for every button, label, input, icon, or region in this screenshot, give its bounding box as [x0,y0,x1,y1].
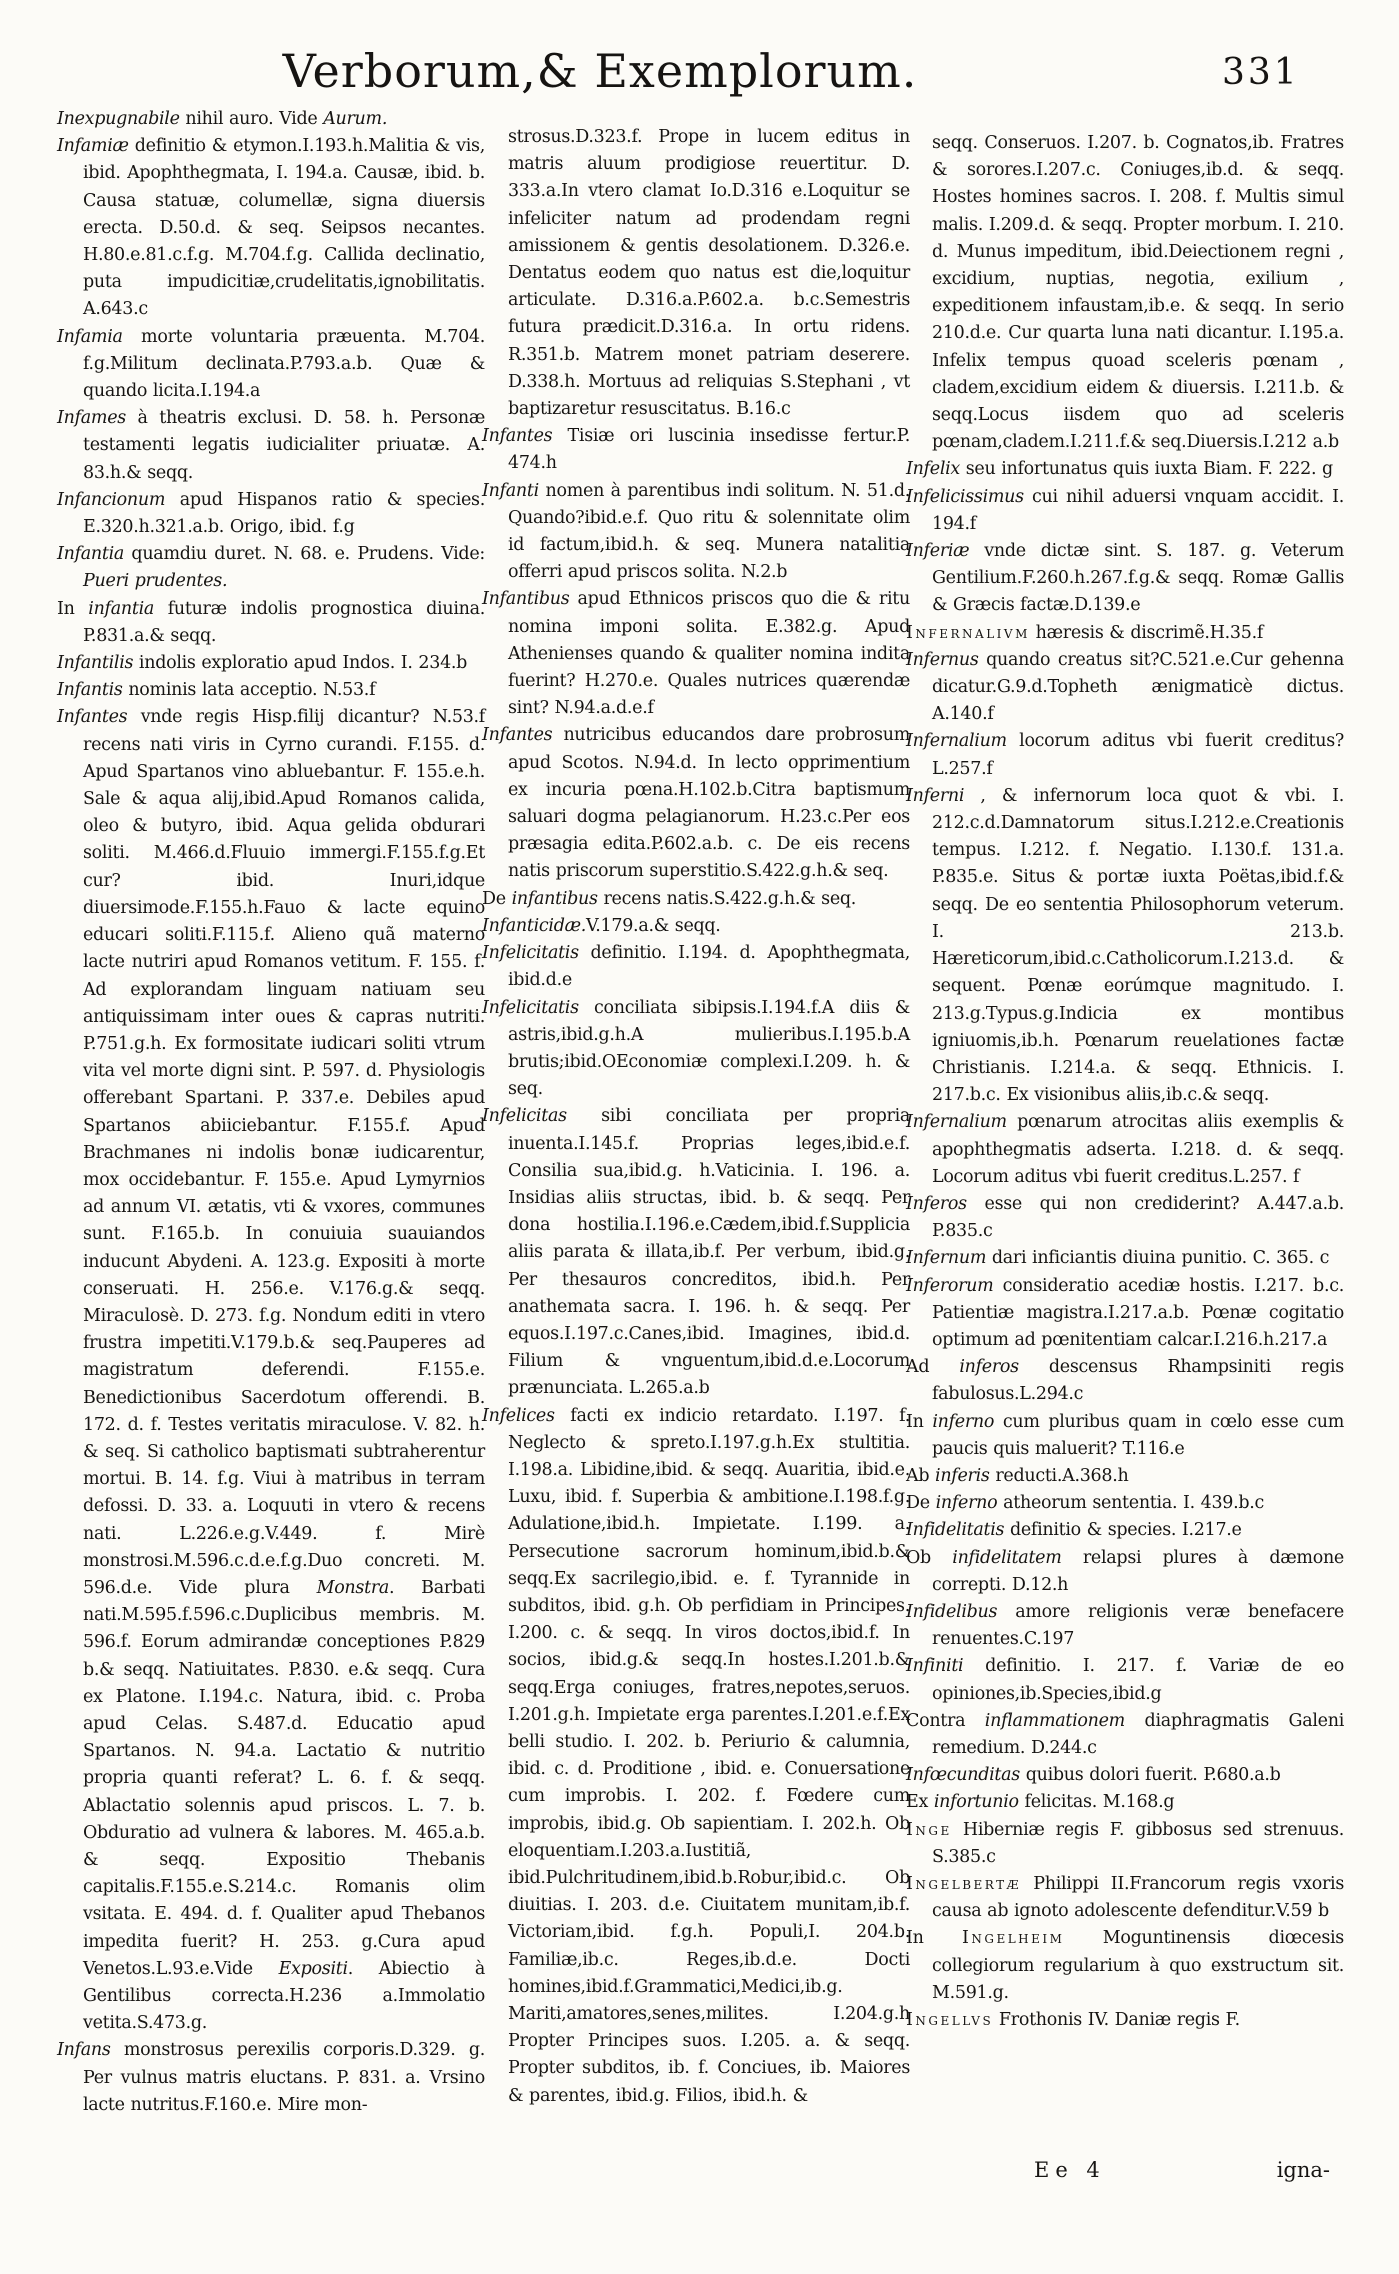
catchword: igna- [1276,2158,1330,2182]
index-entry: Infelicitatis definitio. I.194. d. Apophthegmata, ibid.d.e [482,943,910,991]
index-entry: Infanti nomen à parentibus indi solitum. N. 51.d. Quando?ibid.e.f. Quo ritu & solennitate olim id factum,ibid.h. & seq. Munera natalitia offerri apud priscos solita. N.2.b [482,480,910,583]
index-entry: Inexpugnabile nihil auro. Vide Aurum. [57,109,388,129]
index-entry: Ex infortunio felicitas. M.168.g [906,1792,1175,1813]
index-entry: Infantes nutricibus educandos dare probrosum apud Scotos. N.94.d. In lecto opprimentium ex incuria pœna.H.102.b.Citra baptismum saluari dogma pelagianorum. H.23.c.Per eos præsagia edita.P.602.a.b. c. De eis recens natis priscorum superstitio.S.422.g.h.& seq. [482,725,910,882]
index-entry: In infantia futuræ indolis prognostica diuina. P.831.a.& seqq. [57,598,485,646]
index-entry: Infantis nominis lata acceptio. N.53.f [57,680,376,701]
index-entry: Inferiæ vnde dictæ sint. S. 187. g. Veterum Gentilium.F.260.h.267.f.g.& seqq. Romæ Gallis & Græcis factæ.D.139.e [906,541,1344,616]
index-entry: Infamia morte voluntaria præuenta. M.704. f.g.Militum declinata.P.793.a.b. Quæ & quando licita.I.194.a [57,326,485,402]
page-number: 331 [1222,52,1300,93]
signature-mark: Ee 4 [1034,2158,1106,2182]
page-header-title: Verborum,& Exemplorum. [282,44,918,98]
text-column [906,130,1344,2120]
index-entry: Infernus quando creatus sit?C.521.e.Cur gehenna dicatur.G.9.d.Topheth ænigmaticè dictus. A.140.f [906,649,1344,725]
index-entry: Contra inflammationem diaphragmatis Galeni remedium. D.244.c [906,1710,1344,1758]
index-entry: Infidelibus amore religionis veræ benefacere renuentes.C.197 [906,1601,1344,1650]
index-entry: De inferno atheorum sententia. I. 439.b.c [906,1493,1265,1514]
index-entry: Ob infidelitatem relapsi plures à dæmone correpti. D.12.h [906,1547,1344,1595]
index-entry: Infantes Tisiæ ori luscinia insedisse fertur.P. 474.h [482,426,910,474]
index-entry: Infamiæ definitio & etymon.I.193.h.Malitia & vis, ibid. Apophthegmata, I. 194.a. Causæ, ibid. b. Causa statuæ, columellæ, signa diuersis erecta. D.50.d. & seq. Seipsos necantes. H.80.e.81.c.f.g. M.704.f.g. Callida declinatio, puta impudicitiæ,crudelitatis,ignobilitatis. A.643.c [57,136,485,320]
index-entry: Infames à theatris exclusi. D. 58. h. Personæ testamenti legatis iudicialiter priuatæ. A. 83.h.& seqq. [57,408,485,483]
index-entry: In inferno cum pluribus quam in cœlo esse cum paucis quis maluerit? T.116.e [906,1411,1344,1459]
index-entry: In Ingelheim Moguntinensis diœcesis collegiorum regularium à quo exstructum sit. M.591.g. [906,1928,1344,2003]
index-entry: Infœcunditas quibus dolori fuerit. P.680.a.b [906,1765,1281,1786]
text-column [482,124,910,2184]
index-entry: Inferni , & infernorum loca quot & vbi. I. 212.c.d.Damnatorum situs.I.212.e.Creationis tempus. I.212. f. Negatio. I.130.f. 131.a. P.835.e. Situs & portæ iuxta Poëtas,ibid.f.& seqq. De eo sententia Philosophorum veterum. I. 213.b. Hæreticorum,ibid.c.Catholicorum.I.213.d. & sequent. Pœnæ eorúmque magnitudo. I. 213.g.Typus.g.Indicia ex montibus igniuomis,ib.h. Pœnarum reuelationes factæ Christianis. I.214.a. & seqq. Ethnicis. I. 217.b.c. Ex visionibus aliis,ib.c.& seqq. [906,785,1344,1106]
index-entry: Infiniti definitio. I. 217. f. Variæ de eo opiniones,ib.Species,ibid.g [906,1656,1344,1704]
index-entry: De infantibus recens natis.S.422.g.h.& seq. [482,888,857,909]
index-entry: Infancionum apud Hispanos ratio & species. E.320.h.321.a.b. Origo, ibid. f.g [57,489,485,538]
index-entry: Infantes vnde regis Hisp.filij dicantur? N.53.f recens nati viris in Cyrno curandi. F.155. d. Apud Spartanos vino abluebantur. F. 155.e.h. Sale & aqua alij,ibid.Apud Romanos calida, oleo & butyro, ibid. Aqua gelida obdurari soliti. M.466.d.Fluuio immergi.F.155.f.g.Et cur? ibid. Inuri,idque diuersimode.F.155.h.Fauo & lacte equino educari soliti.F.115.f. Alieno quã materno lacte nutriri apud Romanos vetitum. F. 155. f. Ad explorandam linguam natiuam seu antiquissimam inter oues & capras nutriti. P.751.g.h. Ex formositate iudicari soliti vtrum vita vel morte digni sint. P. 597. d. Physiologis offerebant Spartani. P. 337.e. Debiles apud Spartanos abiiciebantur. F.155.f. Apud Brachmanes ni indolis bonæ iudicarentur, mox occidebantur. F. 155.e. Apud Lymyrnios ad annum VI. ætatis, vti & vxores, communes sunt. F.165.b. In conuiuia suauiandos inducunt Abydeni. A. 123.g. Expositi à morte conseruati. H. 256.e. V.176.g.& seqq. Miraculosè. D. 273. f.g. Nondum editi in vtero frustra impetiti.V.179.b.& seq.Pauperes ad magistratum deferendi. F.155.e. Benedictionibus Sacerdotum offerendi. B. 172. d. f. Testes veritatis miraculose. V. 82. h. & seq. Si catholico baptismati subtraherentur mortui. B. 14. f.g. Viui à matribus in terram defossi. D. 33. a. Loquuti in vtero & recens nati. L.226.e.g.V.449. f. Mirè monstrosi.M.596.c.d.e.f.g.Duo concreti. M. 596.d.e. Vide plura Monstra. Barbati nati.M.595.f.596.c.Duplicibus membris. M. 596.f. Eorum admirandæ conceptiones P.829 b.& seqq. Natiuitates. P.830. e.& seqq. Cura ex Platone. I.194.c. Natura, ibid. c. Proba apud Celas. S.487.d. Educatio apud Spartanos. N. 94.a. Lactatio & nutritio propria quanti referat? L. 6. f. & seqq. Ablactatio solennis apud priscos. L. 7. b. Obduratio ad vulnera & labores. M. 465.a.b. & seqq. Expositio Thebanis capitalis.F.155.e.S.214.c. Romanis olim vsitata. E. 494. d. f. Qualiter apud Thebanos impedita fuerit? H. 253. g.Cura apud Venetos.L.93.e.Vide Expositi. Abiectio à Gentilibus correcta.H.236 a.Immolatio vetita.S.473.g. [57,707,485,2034]
text-column [57,106,485,2176]
index-entry-continuation: seqq. Conseruos. I.207. b. Cognatos,ib. Fratres & sorores.I.207.c. Coniuges,ib.d. & seqq. Hostes homines sacros. I. 208. f. Multis simul malis. I.209.d. & seqq. Propter morbum. I. 210. d. Munus impeditum, ibid.Deiectionem regni , excidium, nuptias, negotia, exilium , expeditionem infaustam,ib.e. & seqq. In serio 210.d.e. Cur quarta luna nati dicantur. I.195.a. Infelix tempus quoad sceleris pœnam , cladem,excidium eidem & diuersis. I.211.b. & seqq.Locus iisdem quo ad sceleris pœnam,cladem.I.211.f.& seq.Diuersis.I.212 a.b [932,133,1344,453]
index-entry: Ingelbertæ Philippi II.Francorum regis vxoris causa ab ignoto adolescente defenditur.V.59 b [906,1874,1344,1922]
index-entry: Infelicitatis conciliata sibipsis.I.194.f.A diis & astris,ibid.g.h.A mulieribus.I.195.b.A brutis;ibid.OEconomiæ complexi.I.209. h. & seq. [482,997,910,1100]
index-entry: Infelix seu infortunatus quis iuxta Biam. F. 222. g [906,459,1333,480]
index-entry-continuation: strosus.D.323.f. Prope in lucem editus in matris aluum prodigiose reuertitur. D. 333.a.In vtero clamat Io.D.316 e.Loquitur se infeliciter natum ad prodendam regni amissionem & gentis desolationem. D.326.e. Dentatus eodem quo natus est die,loquitur articulate. D.316.a.P.602.a. b.c.Semestris futura prædicit.D.316.a. In ortu ridens. R.351.b. Matrem monet patriam deserere. D.338.h. Mortuus ad reliquias S.Stephani , vt baptizaretur resuscitatus. B.16.c [508,127,910,420]
index-entry: Infanticidæ.V.179.a.& seqq. [482,915,721,936]
index-entry: Infelicissimus cui nihil aduersi vnquam accidit. I. 194.f [906,486,1344,534]
catchword-line [906,2158,1344,2182]
index-entry: Infelicitas sibi conciliata per propria inuenta.I.145.f. Proprias leges,ibid.e.f. Consilia sua,ibid.g. h.Vaticinia. I. 196. a. Insidias aliis structas, ibid. b. & seqq. Per dona hostilia.I.196.e.Cædem,ibid.f.Supplicia aliis parata & illata,ib.f. Per verbum, ibid.g. Per thesauros concreditos, ibid.h. Per anathemata sacra. I. 196. h. & seqq. Per equos.I.197.c.Canes,ibid. Imagines, ibid.d. Filium & vnguentum,ibid.d.e.Locorum prænunciata. L.265.a.b [482,1106,910,1399]
index-entry: Infans monstrosus perexilis corporis.D.329. g. Per vulnus matris eluctans. P. 831. a. Vrsino lacte nutritus.F.160.e. Mire mon- [57,2040,485,2115]
index-entry: Infidelitatis definitio & species. I.217.e [906,1520,1242,1541]
index-entry: Infernalivm hæresis & discrimẽ.H.35.f [906,622,1264,643]
index-entry: Ad inferos descensus Rhampsiniti regis fabulosus.L.294.c [906,1357,1344,1405]
index-entry: Ingellvs Frothonis IV. Daniæ regis F. [906,2010,1240,2031]
index-entry: Infantibus apud Ethnicos priscos quo die & ritu nomina imponi solita. E.382.g. Apud Athenienses quando & qualiter nomina indita fuerint? H.270.e. Quales nutrices quærendæ sint? N.94.a.d.e.f [482,589,910,719]
index-entry: Infelices facti ex indicio retardato. I.197. f. Neglecto & spreto.I.197.g.h.Ex stultitia. I.198.a. Libidine,ibid. & seqq. Auaritia, ibid.e. Luxu, ibid. f. Superbia & ambitione.I.198.f.g. Adulatione,ibid.h. Impietate. I.199. a. Persecutione sacrorum hominum,ibid.b.& seqq.Ex sacrilegio,ibid. e. f. Tyrannide in subditos, ibid. g.h. Ob perfidiam in Principes. I.200. c. & seqq. In viros doctos,ibid.f. In socios, ibid.g.& seqq.In hostes.I.201.b.& seqq.Erga coniuges, fratres,nepotes,seruos. I.201.g.h. Impietate erga parentes.I.201.e.f.Ex belli studio. I. 202. b. Periurio & calumnia, ibid. c. d. Proditione , ibid. e. Conuersatione cum improbis. I. 202. f. Fœdere cum improbis, ibid.g. Ob sapientiam. I. 202.h. Ob eloquentiam.I.203.a.Iustitiã, ibid.Pulchritudinem,ibid.b.Robur,ibid.c. Ob diuitias. I. 203. d.e. Ciuitatem munitam,ib.f. Victoriam,ibid. f.g.h. Populi,I. 204.b. Familiæ,ib.c. Reges,ib.d.e. Docti homines,ibid.f.Grammatici,Medici,ib.g. Mariti,amatores,senes,milites. I.204.g.h Propter Principes suos. I.205. a. & seqq. Propter subditos, ib. f. Conciues, ib. Maiores & parentes, ibid.g. Filios, ibid.h. & [482,1405,910,2106]
index-entry: Inge Hiberniæ regis F. gibbosus sed strenuus. S.385.c [906,1819,1344,1867]
index-entry: Infantilis indolis exploratio apud Indos. I. 234.b [57,653,468,674]
index-entry: Infantia quamdiu duret. N. 68. e. Prudens. Vide: Pueri prudentes. [57,544,485,592]
index-entry: Infernalium pœnarum atrocitas aliis exemplis & apophthegmatis adserta. I.218. d. & seqq. Locorum aditus vbi fuerit creditus.L.257. f [906,1112,1344,1187]
index-entry: Inferorum consideratio acediæ hostis. I.217. b.c. Patientiæ magistra.I.217.a.b. Pœnæ cogitatio optimum ad pœnitentiam calcar.I.216.h.217.a [906,1275,1344,1350]
index-entry: Ab inferis reducti.A.368.h [906,1465,1129,1486]
index-entry: Infernum dari inficiantis diuina punitio. C. 365. c [906,1248,1330,1269]
index-entry: Inferos esse qui non crediderint? A.447.a.b. P.835.c [906,1193,1344,1242]
index-entry: Infernalium locorum aditus vbi fuerit creditus? L.257.f [906,731,1344,779]
